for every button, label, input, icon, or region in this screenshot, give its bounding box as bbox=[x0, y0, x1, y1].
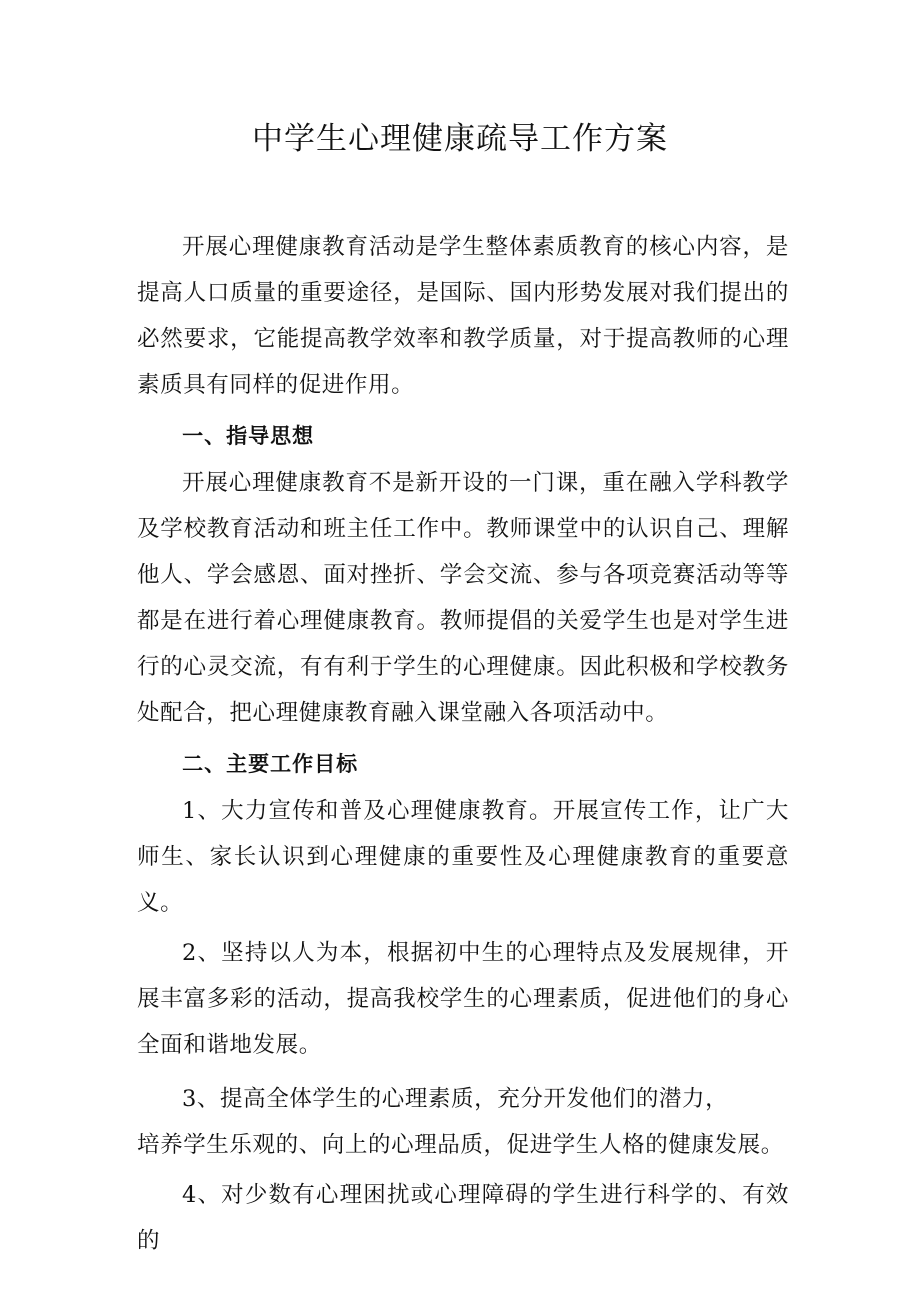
goal-item-1: 1、大力宣传和普及心理健康教育。开展宣传工作，让广大师生、家长认识到心理健康的重要性及心理健康教育的重要意义。 bbox=[137, 798, 789, 916]
goal-item-4: 4、对少数有心理困扰或心理障碍的学生进行科学的、有效的 bbox=[137, 1182, 789, 1254]
guiding-ideology-paragraph: 开展心理健康教育不是新开设的一门课，重在融入学科教学及学校教育活动和班主任工作中。教师课堂中的认识自己、理解他人、学会感恩、面对挫折、学会交流、参与各项竞赛活动等等都是在进行着心理健康教育。教师提倡的关爱学生也是对学生进行的心灵交流，有有利于学生的心理健康。因此积极和学校教务处配合，把心理健康教育融入课堂融入各项活动中。 bbox=[137, 470, 789, 726]
intro-paragraph: 开展心理健康教育活动是学生整体素质教育的核心内容，是提高人口质量的重要途径，是国际、国内形势发展对我们提出的必然要求，它能提高教学效率和教学质量，对于提高教师的心理素质具有同样的促进作用。 bbox=[137, 234, 789, 398]
section-heading-guiding-ideology: 一、指导思想 bbox=[182, 424, 315, 448]
goal-item-3-line-2: 培养学生乐观的、向上的心理品质，促进学生人格的健康发展。 bbox=[137, 1132, 784, 1158]
section-heading-main-goals: 二、主要工作目标 bbox=[182, 752, 359, 776]
goal-item-2: 2、坚持以人为本，根据初中生的心理特点及发展规律，开展丰富多彩的活动，提高我校学生的心理素质，促进他们的身心全面和谐地发展。 bbox=[137, 940, 789, 1058]
document-title: 中学生心理健康疏导工作方案 bbox=[252, 121, 668, 157]
document-body bbox=[137, 224, 789, 1264]
spacer bbox=[137, 1068, 789, 1076]
goal-item-3-line-1: 3、提高全体学生的心理素质，充分开发他们的潜力， bbox=[182, 1086, 729, 1112]
